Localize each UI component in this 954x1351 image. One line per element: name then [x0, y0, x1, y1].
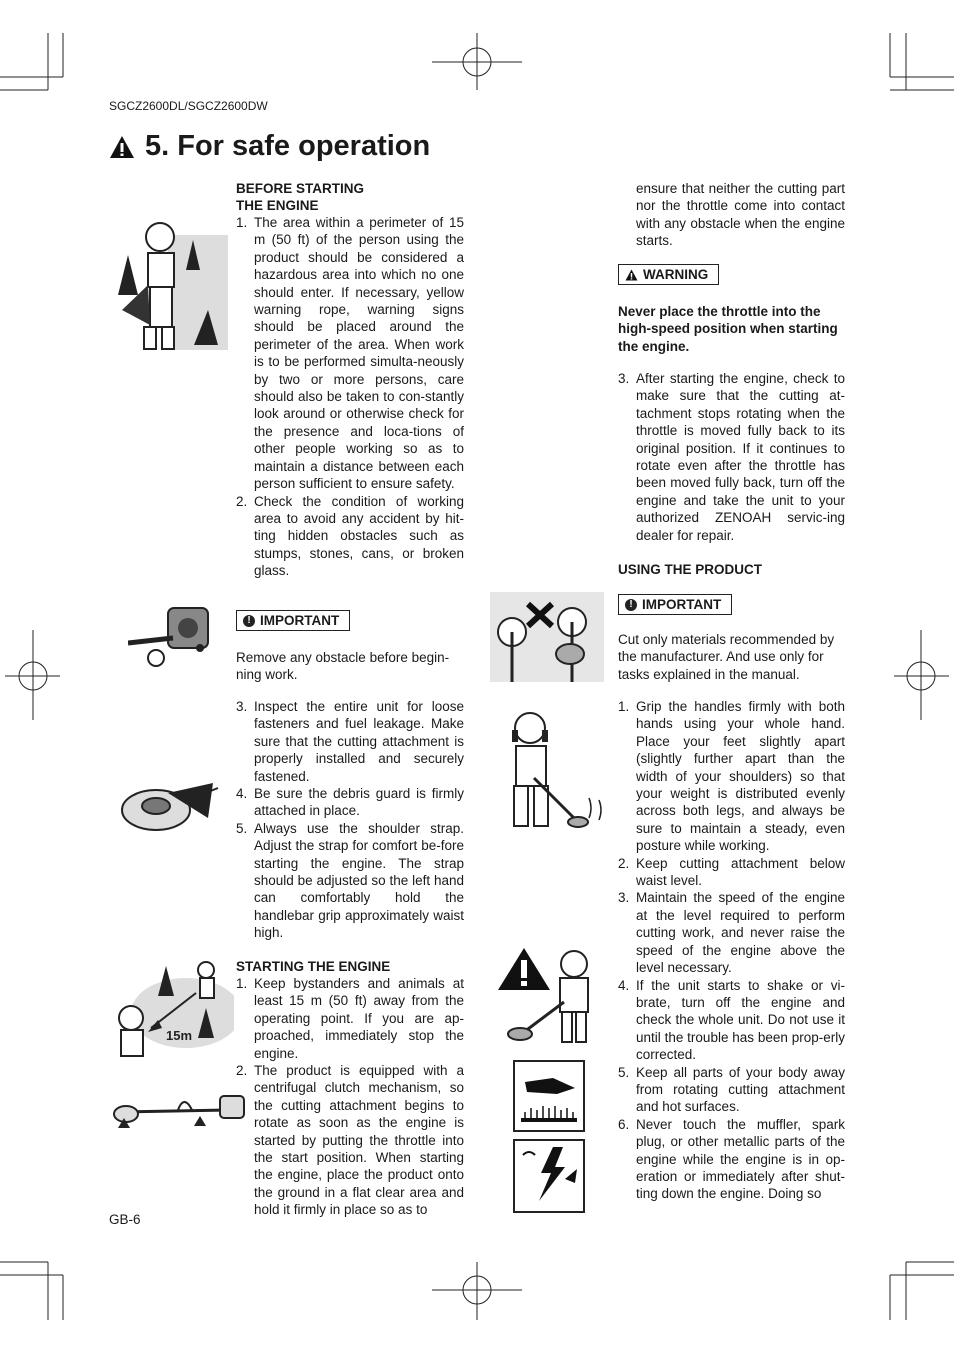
exclamation-icon: !: [625, 599, 637, 611]
page-number: GB-6: [109, 1212, 141, 1227]
list-item: 3. Inspect the entire unit for loose fasteners and fuel leakage. Make sure that the cutting attachment is properly installed and securely fastened.: [236, 699, 464, 784]
important-label-box-2: ! IMPORTANT: [618, 594, 732, 615]
worker-with-cones-illustration: [108, 215, 230, 353]
list-item: 6. Never touch the muffler, spark plug, or other metallic parts of the engine while the engine is in op-eration or immediately after shut-ting down the engine. Doing so: [618, 1116, 845, 1202]
list-item: 2. Check the condition of working area to avoid any accident by hit-ting hidden obstacles such as stumps, stones, cans, or broken glass.: [236, 493, 464, 579]
list-item: 1. Keep bystanders and animals at least 15 m (50 ft) away from the operating point. If you are ap-proached, immediately stop the engine.: [236, 976, 464, 1061]
engine-unit-illustration: [128, 603, 218, 675]
hazard-operator-illustration: [494, 946, 606, 1046]
model-number: SGCZ2600DL/SGCZ2600DW: [109, 99, 268, 113]
electric-shock-icon: [513, 1139, 585, 1213]
list-item: 4. Be sure the debris guard is firmly attached in place.: [236, 786, 464, 819]
list-item: 5. Always use the shoulder strap. Adjust the strap for comfort be-fore starting the engine. The strap should be adjusted so the left hand can comfortably hold the handlebar grip approximately waist high.: [236, 820, 464, 941]
before-starting-heading: BEFORE STARTING THE ENGINE: [236, 181, 364, 213]
inspect-list-block: [236, 698, 464, 942]
using-product-heading: USING THE PRODUCT: [618, 562, 763, 577]
starting-engine-list: [236, 975, 464, 1219]
using-list-block: [618, 698, 845, 1203]
bystander-distance-illustration: [106, 958, 234, 1058]
important-text: Remove any obstacle before begin-ning work.: [236, 650, 450, 683]
warning-text: Never place the throttle into the high-speed position when starting the engine.: [618, 304, 838, 354]
warning-label-box: WARNING: [618, 264, 719, 285]
left-column: [236, 180, 464, 580]
trimmer-on-ground-illustration: [108, 1092, 248, 1128]
operator-stance-illustration: [494, 708, 624, 840]
warning-triangle-icon: [109, 135, 135, 159]
list-item: 3. Maintain the speed of the engine at the level required to perform cutting work, and never raise the speed of the engine above the level necessary.: [618, 890, 845, 976]
list-item: 1. Grip the handles firmly with both hands using your whole hand. Place your feet slightly apart (slightly further apart than the width of your shoulders) so that your weight is distributed evenly across both legs, and always be sure to maintain a steady, even posture while working.: [618, 699, 845, 854]
list-item: 1. The area within a perimeter of 15 m (50 ft) of the person using the product should be considered a hazardous area into which no one should enter. If necessary, yellow warning rope, warning signs should be placed around the perimeter of the area. When work is to be performed simulta-neously by two or more persons, care should also be taken to con-stantly look around or otherwise check for the presence and loca-tions of other people working so as to maintain a distance between each person sufficient to ensure safety.: [236, 215, 464, 492]
exclamation-icon: !: [243, 615, 255, 627]
starting-engine-heading: STARTING THE ENGINE: [236, 959, 391, 974]
important-label-box: ! IMPORTANT: [236, 610, 350, 631]
inspect-list: [236, 698, 464, 942]
hot-surface-icon: [513, 1060, 585, 1132]
using-list: [618, 698, 845, 1203]
list-item: 4. If the unit starts to shake or vi-brate, turn off the engine and check the whole unit. Do not use it until the trouble has been prop-erly corrected.: [618, 977, 845, 1063]
after-start-list: [618, 370, 845, 544]
cutting-blade-guard-illustration: [118, 778, 223, 838]
list-item: 2. The product is equipped with a centrifugal clutch mechanism, so the cutting attachment begins to rotate as soon as the engine is started by putting the throttle into the start position. When starting the engine, place the product onto the ground in a flat clear area and hold it firmly in place so as to: [236, 1063, 464, 1218]
using-product-block: [618, 561, 845, 683]
list-item: 3. After starting the engine, check to make sure that the cutting at-tachment stops rotating when the throttle is moved fully back to its original position. If it continues to rotate even after the throttle has been moved fully back, turn off the engine and take the unit to your authorized ZENOAH servic-ing dealer for repair.: [618, 371, 845, 543]
distance-label: 15m: [166, 1028, 193, 1043]
starting-engine-block: [236, 958, 464, 1219]
important-text-2: Cut only materials recommended by the manufacturer. And use only for tasks explained in the manual.: [618, 632, 835, 682]
list-item: 2. Keep cutting attachment below waist level.: [618, 855, 845, 889]
page-title: [109, 130, 430, 163]
prohibited-materials-illustration: [490, 592, 604, 682]
list-item: 5. Keep all parts of your body away from rotating cutting attachment and hot surfaces.: [618, 1064, 845, 1115]
right-continuation: ensure that neither the cutting part nor the throttle come into contact with any obstacle when the engine starts.: [636, 181, 845, 249]
after-start-block: [618, 370, 845, 544]
left-important-block: [236, 610, 464, 684]
warning-block: [618, 264, 845, 355]
page-title-text: 5. For safe operation: [145, 130, 431, 162]
warning-small-icon: [625, 269, 638, 281]
before-starting-list: [236, 214, 464, 580]
